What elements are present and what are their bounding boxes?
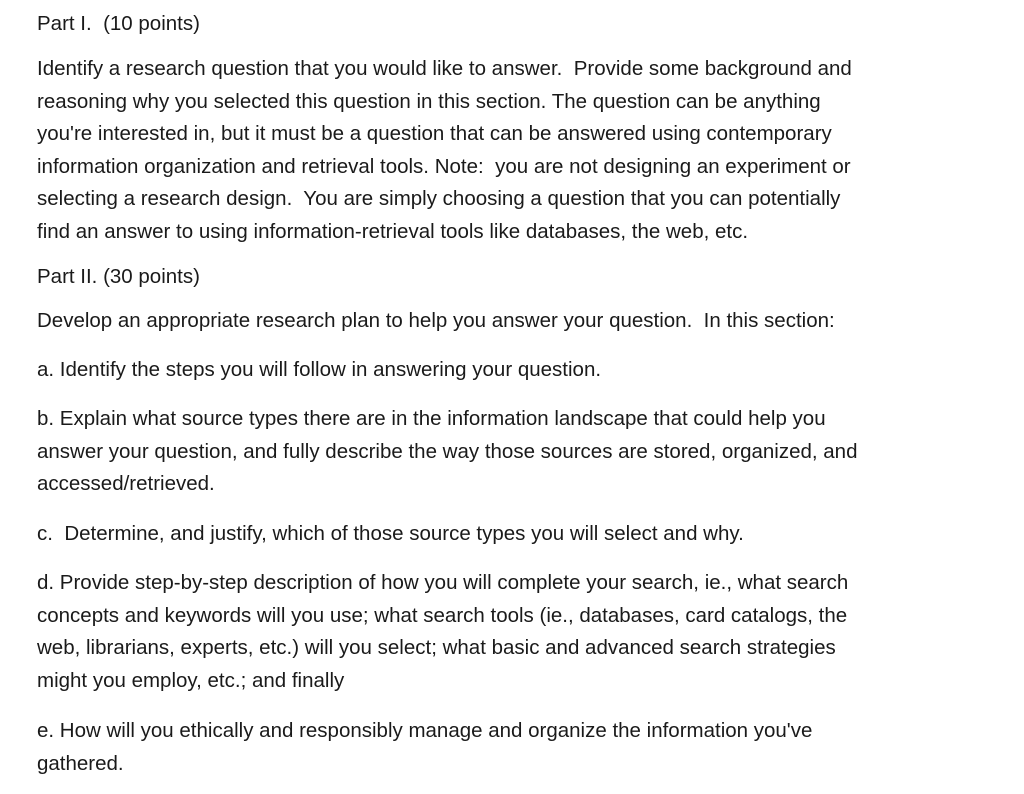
list-item-d-line: concepts and keywords will you use; what search tools (ie., databases, card catalogs, the <box>37 603 848 627</box>
part1-body-line: you're interested in, but it must be a question that can be answered using contemporary <box>37 122 832 146</box>
list-item-d-line: web, librarians, experts, etc.) will you select; what basic and advanced search strategies <box>37 636 836 660</box>
part1-body-line: information organization and retrieval tools. Note: you are not designing an experiment or <box>37 154 851 178</box>
list-item-a <box>37 354 601 387</box>
part1-body-line: find an answer to using information-retrieval tools like databases, the web, etc. <box>37 219 749 243</box>
part1-body-line: Identify a research question that you would like to answer. Provide some background and <box>37 57 852 80</box>
list-item-e-line: e. How will you ethically and responsibly manage and organize the information you've <box>37 719 813 742</box>
list-item-c-line: c. Determine, and justify, which of those source types you will select and why. <box>37 522 744 545</box>
part1-heading: Part I. (10 points) <box>37 12 200 35</box>
list-item-b-line: answer your question, and fully describe the way those sources are stored, organized, and <box>37 439 858 463</box>
part1-body-line: reasoning why you selected this question in this section. The question can be anything <box>37 89 821 113</box>
part1-body <box>37 53 997 249</box>
list-item-d-line: d. Provide step-by-step description of how you will complete your search, ie., what search <box>37 571 849 594</box>
list-item-d <box>37 567 997 697</box>
list-item-b <box>37 403 997 501</box>
list-item-e-line: gathered. <box>37 751 124 775</box>
list-item-e <box>37 715 997 780</box>
part2-intro: Develop an appropriate research plan to help you answer your question. In this section: <box>37 309 835 332</box>
list-item-c <box>37 518 744 551</box>
list-item-b-line: accessed/retrieved. <box>37 472 215 496</box>
part2-heading: Part II. (30 points) <box>37 265 200 288</box>
list-item-b-line: b. Explain what source types there are in the information landscape that could help you <box>37 407 826 430</box>
list-item-d-line: might you employ, etc.; and finally <box>37 668 345 692</box>
part1-body-line: selecting a research design. You are simply choosing a question that you can potentially <box>37 187 841 211</box>
list-item-a-line: a. Identify the steps you will follow in answering your question. <box>37 358 602 381</box>
